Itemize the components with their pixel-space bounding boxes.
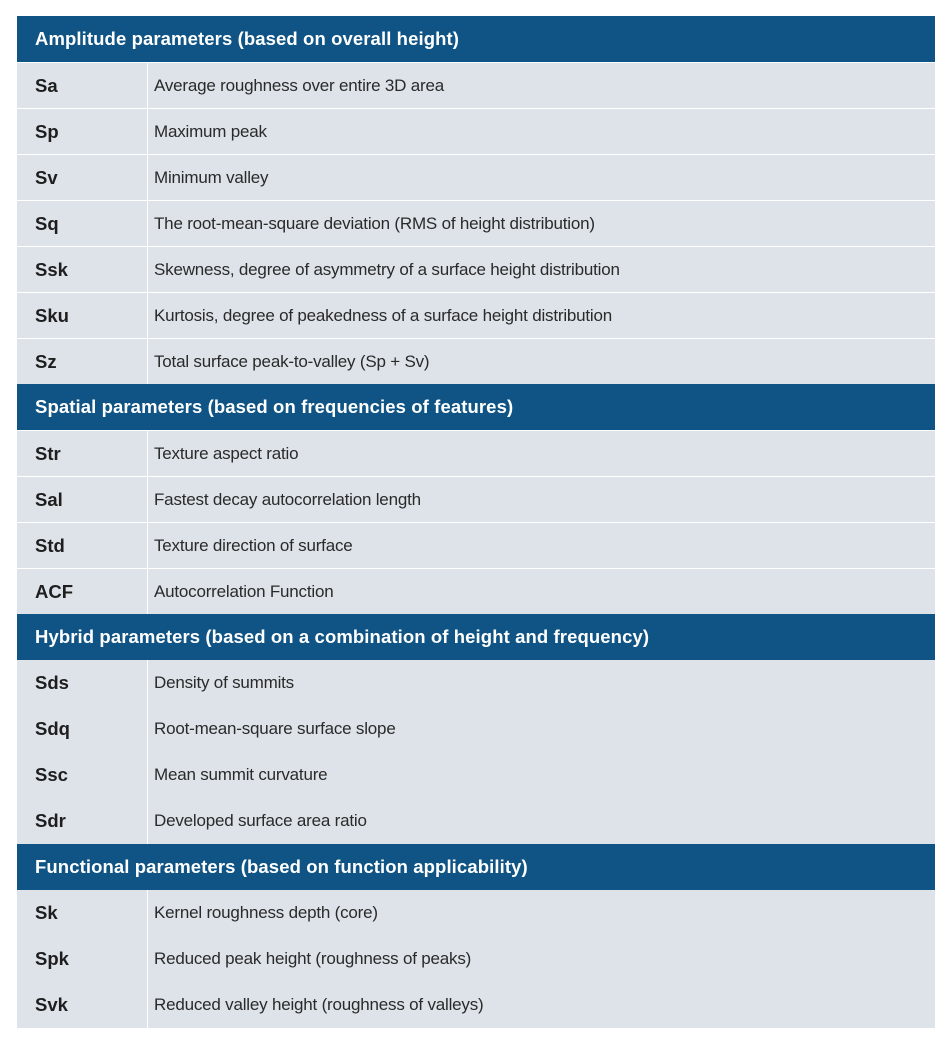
table-row (17, 890, 935, 936)
table-row (17, 982, 935, 1028)
parameter-code: Sal (17, 477, 148, 522)
table-row (17, 200, 935, 246)
parameter-code: Sv (17, 155, 148, 200)
parameter-description: Total surface peak-to-valley (Sp + Sv) (154, 352, 430, 371)
table-row (17, 292, 935, 338)
table-row (17, 62, 935, 108)
parameter-code: Sq (17, 201, 148, 246)
parameter-code: Std (17, 523, 148, 568)
parameter-code: Sk (17, 890, 148, 936)
table-row (17, 798, 935, 844)
section-header: Functional parameters (based on function applicability) (17, 844, 935, 890)
parameter-description: Density of summits (154, 673, 294, 692)
section-functional (17, 844, 935, 1028)
section-amplitude (17, 16, 935, 384)
parameter-code: Ssc (17, 752, 148, 798)
parameter-description: Kernel roughness depth (core) (154, 903, 378, 922)
parameter-description: Texture aspect ratio (154, 444, 299, 463)
parameter-code: Sp (17, 109, 148, 154)
table-row (17, 430, 935, 476)
parameter-description: Reduced peak height (roughness of peaks) (154, 949, 472, 968)
parameter-description: Kurtosis, degree of peakedness of a surface height distribution (154, 306, 613, 325)
parameter-description: Reduced valley height (roughness of valleys) (154, 995, 484, 1014)
section-header: Hybrid parameters (based on a combination of height and frequency) (17, 614, 935, 660)
table-row (17, 936, 935, 982)
table-row (17, 522, 935, 568)
section-spatial (17, 384, 935, 614)
table-row (17, 568, 935, 614)
table-row (17, 338, 935, 384)
parameter-code: Str (17, 431, 148, 476)
parameter-description: Texture direction of surface (154, 536, 353, 555)
parameter-code: Sz (17, 339, 148, 384)
parameter-code: ACF (17, 569, 148, 614)
parameter-description: Fastest decay autocorrelation length (154, 490, 421, 509)
parameter-description: Skewness, degree of asymmetry of a surface height distribution (154, 260, 620, 279)
section-header: Amplitude parameters (based on overall height) (17, 16, 935, 62)
parameter-description: Minimum valley (154, 168, 269, 187)
parameter-description: Root-mean-square surface slope (154, 719, 396, 738)
table-row (17, 476, 935, 522)
section-hybrid (17, 614, 935, 844)
section-header: Spatial parameters (based on frequencies of features) (17, 384, 935, 430)
parameter-code: Sdq (17, 706, 148, 752)
table-row (17, 154, 935, 200)
parameter-code: Spk (17, 936, 148, 982)
parameter-description: Average roughness over entire 3D area (154, 76, 444, 95)
parameter-code: Sku (17, 293, 148, 338)
parameter-code: Svk (17, 982, 148, 1028)
parameter-description: Maximum peak (154, 122, 267, 141)
table-row (17, 108, 935, 154)
table-row (17, 246, 935, 292)
table-row (17, 660, 935, 706)
surface-parameters-table (17, 16, 935, 1028)
parameter-code: Ssk (17, 247, 148, 292)
parameter-description: Autocorrelation Function (154, 582, 334, 601)
parameter-code: Sds (17, 660, 148, 706)
parameter-description: Mean summit curvature (154, 765, 328, 784)
table-row (17, 706, 935, 752)
parameter-code: Sa (17, 63, 148, 108)
parameter-description: The root-mean-square deviation (RMS of height distribution) (154, 214, 595, 233)
parameter-code: Sdr (17, 798, 148, 844)
table-row (17, 752, 935, 798)
parameter-description: Developed surface area ratio (154, 811, 367, 830)
